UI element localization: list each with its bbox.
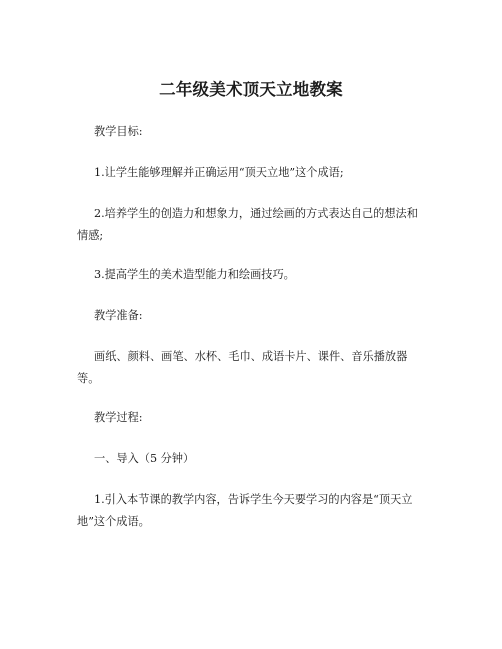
paragraph-intro-step-1: 1.引入本节课的教学内容，告诉学生今天要学习的内容是“顶天立地”这个成语。	[77, 493, 413, 528]
paragraph-preparation-heading: 教学准备:	[94, 309, 143, 322]
paragraph-preparation-materials: 画纸、颜料、画笔、水杯、毛巾、成语卡片、课件、音乐播放器等。	[77, 350, 408, 385]
paragraph-goal-1: 1.让学生能够理解并正确运用“顶天立地”这个成语;	[94, 166, 344, 179]
paragraph-section-intro: 一、导入（5 分钟）	[94, 452, 195, 465]
paragraph-goal-3: 3.提高学生的美术造型能力和绘画技巧。	[94, 268, 295, 281]
paragraph-goal-2: 2.培养学生的创造力和想象力，通过绘画的方式表达自己的想法和情感;	[77, 207, 418, 242]
document-title: 二年级美术顶天立地教案	[159, 80, 343, 99]
paragraph-process-heading: 教学过程:	[94, 411, 143, 424]
paragraph-teaching-goals-heading: 教学目标:	[94, 125, 143, 138]
